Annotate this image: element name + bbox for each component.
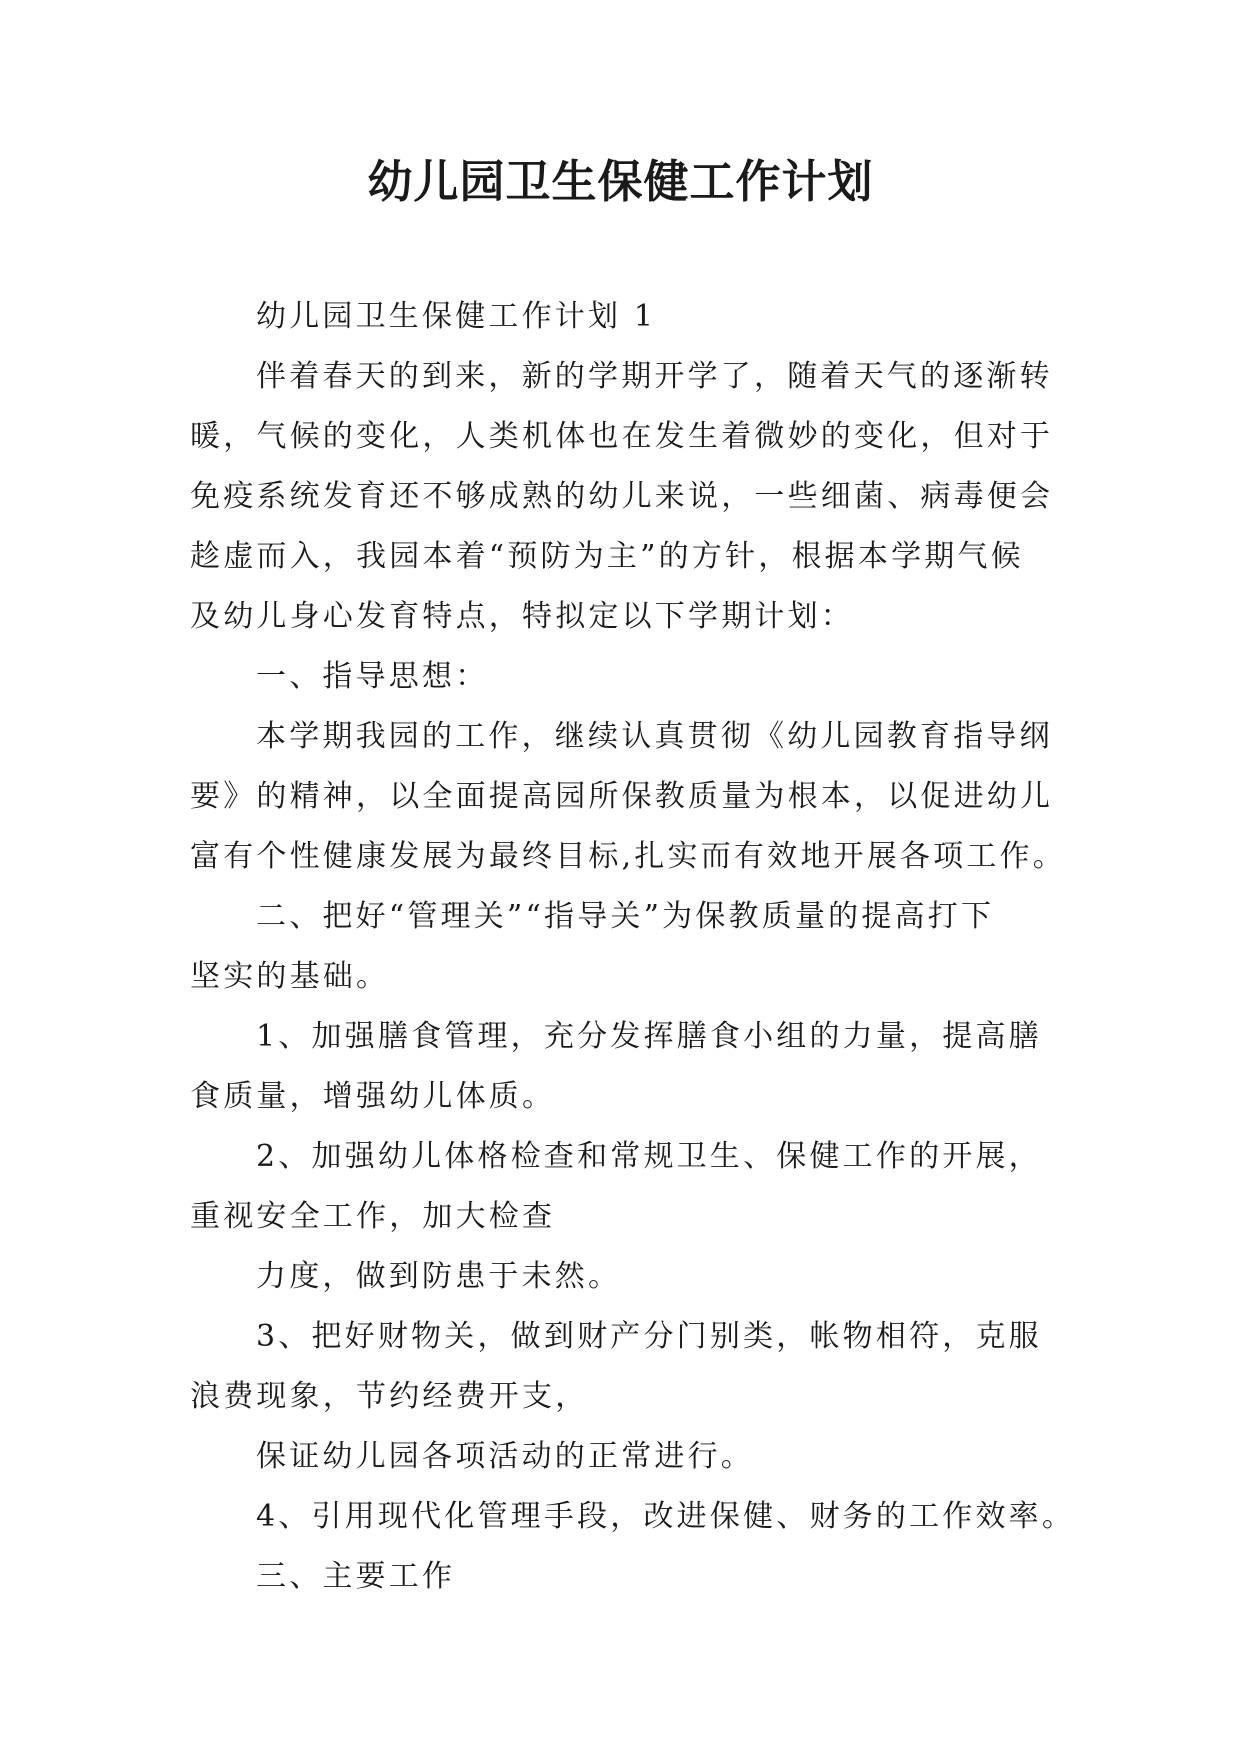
- paragraph-line: 力度，做到防患于未然。: [256, 1259, 622, 1294]
- list-item: 4、引用现代化管理手段，改进保健、财务的工作效率。: [256, 1499, 1076, 1534]
- paragraph-line: 趁虚而入，我园本着“预防为主”的方针，根据本学期气候: [190, 539, 1024, 574]
- paragraph-line: 伴着春天的到来，新的学期开学了，随着天气的逐渐转: [256, 359, 1053, 394]
- paragraph-line: 要》的精神，以全面提高园所保教质量为根本，以促进幼儿: [190, 779, 1054, 814]
- paragraph-line: 免疫系统发育还不够成熟的幼儿来说，一些细菌、病毒便会: [190, 479, 1054, 514]
- document-title: 幼儿园卫生保健工作计划: [367, 155, 874, 208]
- paragraph-line: 本学期我园的工作，继续认真贯彻《幼儿园教育指导纲: [256, 719, 1053, 754]
- paragraph-line: 及幼儿身心发育特点，特拟定以下学期计划：: [190, 599, 854, 634]
- paragraph-line: 食质量，增强幼儿体质。: [190, 1079, 556, 1114]
- paragraph-line: 富有个性健康发展为最终目标,扎实而有效地开展各项工作。: [190, 839, 1066, 874]
- list-item: 3、把好财物关，做到财产分门别类，帐物相符，克服: [256, 1319, 1042, 1354]
- list-item: 2、加强幼儿体格检查和常规卫生、保健工作的开展，: [256, 1139, 1042, 1174]
- paragraph-line: 坚实的基础。: [190, 959, 390, 994]
- section-heading: 二、把好“管理关”“指导关”为保教质量的提高打下: [256, 899, 995, 934]
- paragraph-line: 保证幼儿园各项活动的正常进行。: [256, 1439, 754, 1474]
- section-heading: 三、主要工作: [256, 1559, 456, 1594]
- section-heading: 幼儿园卫生保健工作计划 1: [256, 299, 657, 334]
- paragraph-line: 浪费现象，节约经费开支，: [190, 1379, 589, 1414]
- paragraph-line: 重视安全工作，加大检查: [190, 1199, 556, 1234]
- paragraph-line: 暖，气候的变化，人类机体也在发生着微妙的变化，但对于: [190, 419, 1054, 454]
- section-heading: 一、指导思想：: [256, 659, 489, 694]
- list-item: 1、加强膳食管理，充分发挥膳食小组的力量，提高膳: [256, 1019, 1042, 1054]
- document-body: [190, 287, 1076, 1607]
